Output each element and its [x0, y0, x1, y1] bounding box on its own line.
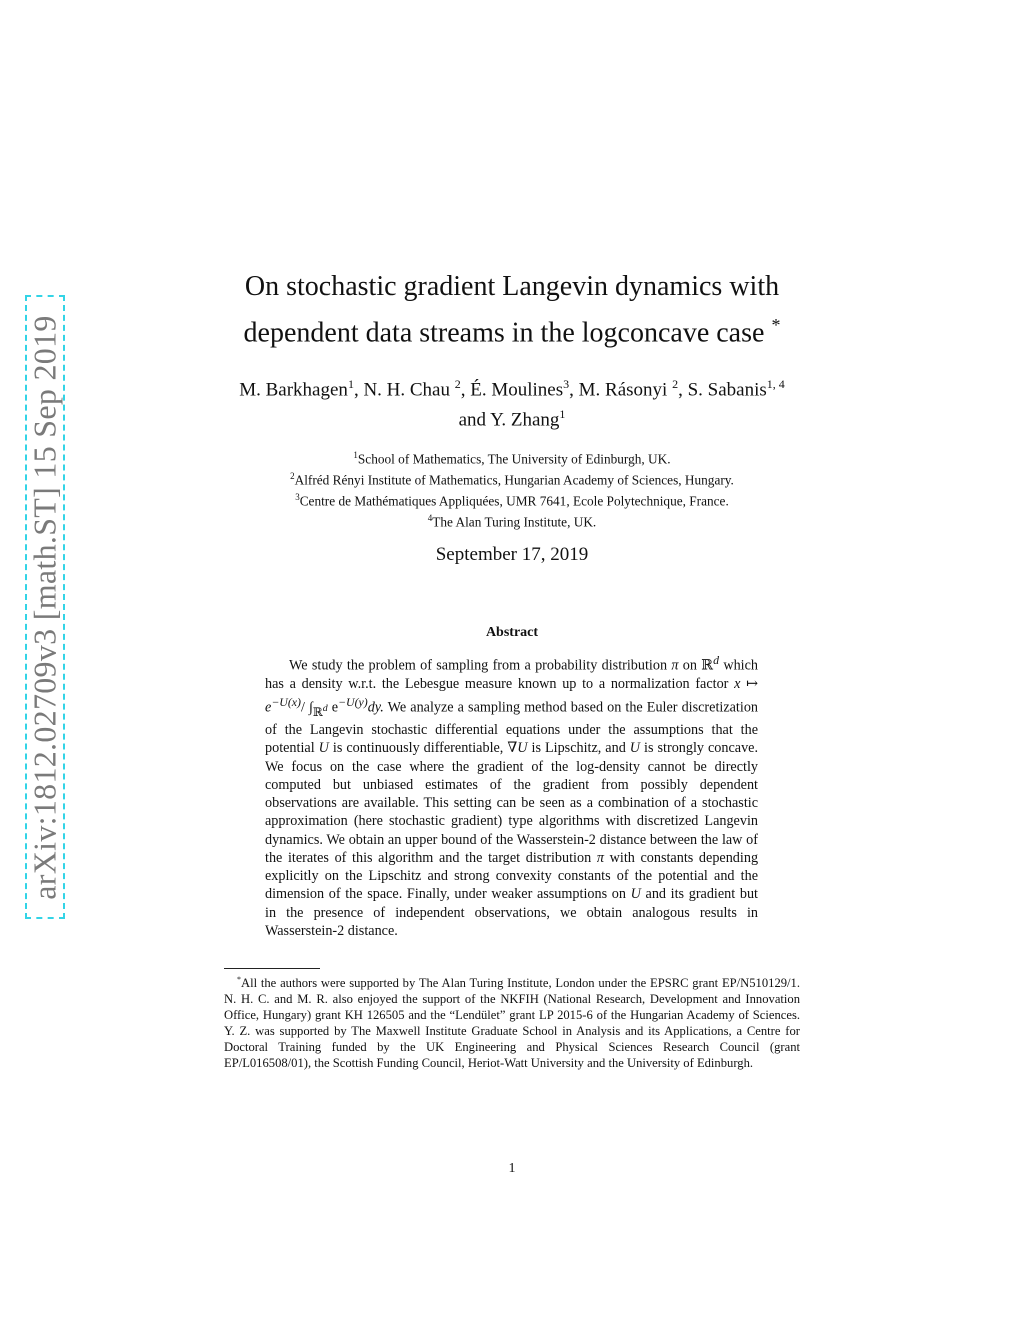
affiliation-line: [230, 510, 794, 531]
math-symbol: ∇U: [507, 740, 528, 757]
math-symbol: U: [629, 740, 641, 757]
title-line-1: On stochastic gradient Langevin dynamics with: [244, 271, 780, 302]
math-symbol: ℝ: [312, 704, 323, 719]
author-list: M. Barkhagen$^1$, N. H. Chau $^2$, É. Moulines$^3$, M. Rásonyi $^2$, S. Sabanis$^{1, 4}$ and Y. Zhang$^1$: [239, 377, 785, 431]
math-formula: x ↦ e: [265, 675, 759, 716]
math-symbol: π: [596, 849, 604, 866]
abstract-heading: Abstract: [485, 625, 539, 640]
affiliation-text: School of Mathematics, The University of Edinburgh, UK.: [357, 451, 671, 467]
abstract-body: [265, 651, 758, 940]
affiliations: [230, 447, 794, 531]
affiliation-line: [230, 489, 794, 510]
arxiv-stamp: [25, 295, 65, 919]
abstract-text: on: [682, 657, 697, 674]
math-formula: −U(x): [271, 695, 301, 710]
author-conjunction: and: [458, 409, 487, 431]
affiliation-text: Alfréd Rényi Institute of Mathematics, Hungarian Academy of Sciences, Hungary.: [294, 472, 734, 488]
math-formula: dy.: [367, 699, 384, 716]
math-symbol: ℝ: [701, 657, 714, 674]
title-footnote: [224, 972, 800, 1071]
author-name: É. Moulines: [470, 379, 564, 401]
abstract-text: with constants depending explicitly on the Lipschitz and strong convexity constants of the potential and the dimension of the space. Finally, under weaker assumptions on: [265, 849, 759, 903]
page-number: 1: [508, 1161, 516, 1176]
abstract-text: and its gradient but in the presence of independent observations, we obtain analogous results in Wasserstein-2 distance.: [265, 886, 758, 939]
affiliation-line: [230, 447, 794, 468]
affiliation-mark: 3: [295, 491, 300, 502]
affiliation-line: [230, 468, 794, 489]
author-affiliation-mark: 2: [454, 377, 461, 391]
math-formula: e: [331, 699, 339, 716]
author-affiliation-mark: 2: [672, 377, 679, 391]
author-name: S. Sabanis: [687, 379, 767, 401]
affiliation-mark: 1: [353, 450, 358, 460]
affiliation-text: Centre de Mathématiques Appliquées, UMR 7641, Ecole Polytechnique, France.: [299, 493, 729, 509]
title-line-2: dependent data streams in the logconcave case: [243, 317, 765, 349]
affiliation-mark: 4: [427, 512, 433, 523]
author-name: Y. Zhang: [490, 409, 560, 431]
math-symbol: d: [713, 653, 720, 667]
author-affiliation-mark: 3: [563, 377, 570, 391]
abstract-paragraph: [265, 651, 758, 940]
footnote-divider: [224, 968, 320, 969]
abstract-text: is continuously differentiable,: [332, 740, 504, 757]
author-affiliation-mark: 1, 4: [766, 377, 785, 391]
abstract-text: is Lipschitz, and: [531, 740, 626, 757]
math-symbol: d: [322, 702, 328, 714]
abstract-text: We analyze a sampling method based on the Euler discretization of the Langevin stochastic differential equations under the assumptions that the potential: [265, 699, 759, 757]
author-name: M. Barkhagen: [239, 379, 348, 401]
paper-title: [220, 268, 804, 352]
affiliation-mark: 2: [290, 470, 295, 481]
abstract-text: which has a density w.r.t. the Lebesgue measure known up to a normalization factor: [265, 657, 759, 692]
affiliation-text: The Alan Turing Institute, UK.: [432, 514, 597, 530]
author-affiliation-mark: 1: [347, 377, 354, 391]
abstract-text: We study the problem of sampling from a probability distribution: [289, 657, 668, 674]
abstract-text: is strongly concave. We focus on the case where the gradient of the log-density cannot be directly computed but unbiased estimates of the gradient from possibly dependent observations are available. This setting can be seen as a combination of a stochastic approximation (here stochastic gradient) type algorithms with discretized Langevin dynamics. We obtain an upper bound of the Wasserstein-2 distance between the law of the iterates of this algorithm and the target distribution: [265, 740, 759, 866]
arxiv-identifier: arXiv:1812.02709v3 [math.ST] 15 Sep 2019: [26, 314, 63, 900]
author-name: M. Rásonyi: [578, 379, 668, 401]
math-symbol: π: [671, 657, 679, 674]
author-affiliation-mark: 1: [559, 407, 566, 422]
publication-date: September 17, 2019: [435, 544, 589, 565]
author-name: N. H. Chau: [363, 379, 450, 401]
math-symbol: U: [630, 886, 641, 903]
math-symbol: U: [318, 740, 329, 757]
footnote-mark: *: [237, 975, 241, 984]
math-formula: −U(y): [338, 695, 368, 710]
math-formula: / ∫: [300, 699, 313, 716]
footnote-text: All the authors were supported by The Alan Turing Institute, London under the EPSRC grant EP/N510129/1. N. H. C. and M. R. also enjoyed the support of the NKFIH (National Research, Development and Innovation Office, Hungary) grant KH 126505 and the “Lendület” grant LP 2015-6 of the Hungarian Academy of Sciences. Y. Z. was supported by The Maxwell Institute Graduate School in Analysis and its Applications, a Centre for Doctoral Training funded by the UK Engineering and Physical Sciences Research Council (grant EP/L016508/01), the Scottish Funding Council, Heriot-Watt University and the University of Edinburgh.: [224, 976, 800, 1071]
title-footnote-mark: *: [771, 315, 781, 335]
